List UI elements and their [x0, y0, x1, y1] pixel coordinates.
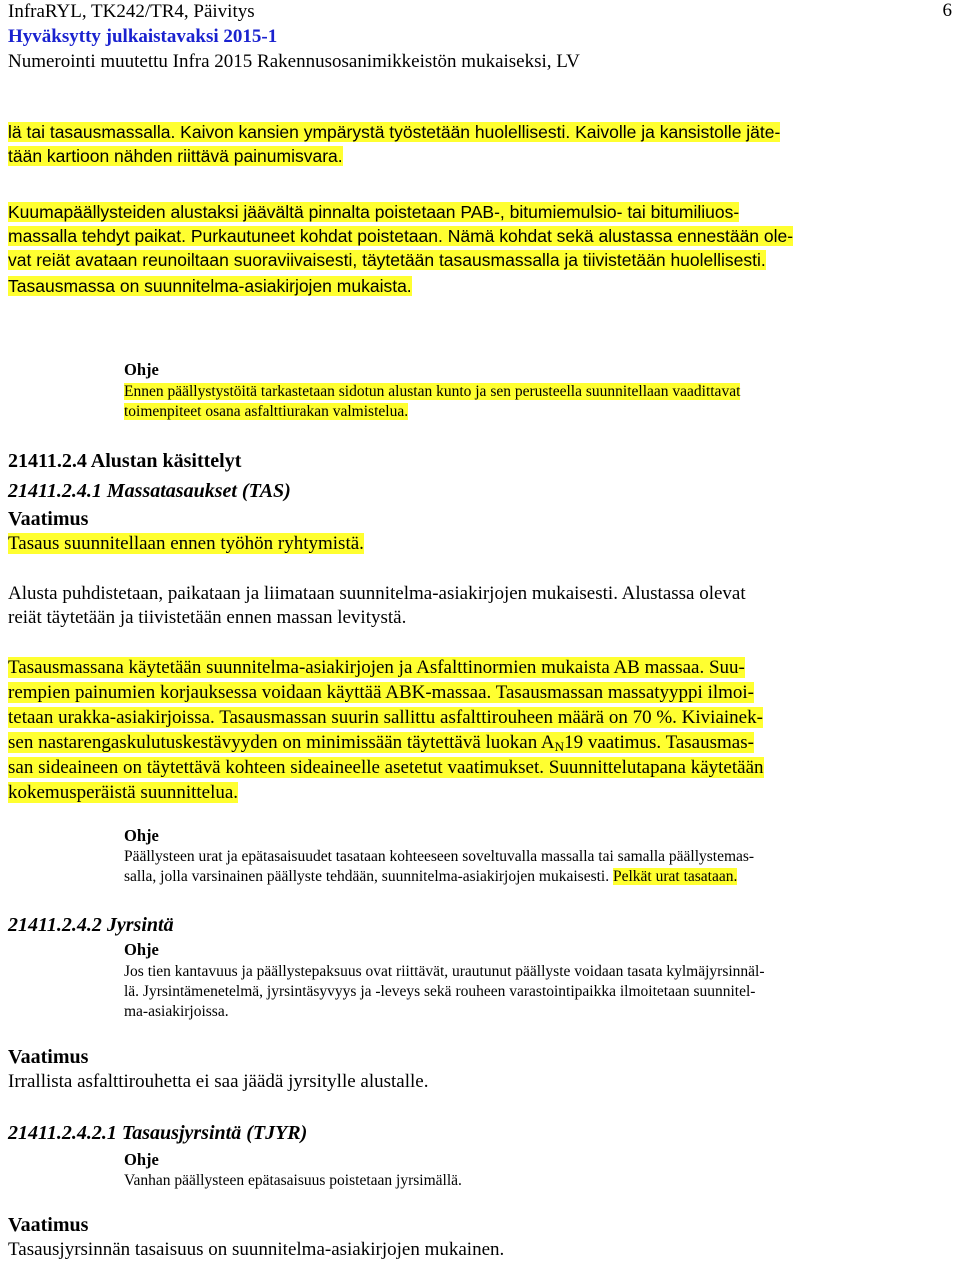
ohje-3-line-2: lä. Jyrsintämenetelmä, jyrsintäsyvyys ja -leveys sekä rouheen varastointipaikka ilmoitetaan suunnitel-	[124, 983, 756, 1000]
ohje-2-line-1: Päällysteen urat ja epätasaisuudet tasataan kohteeseen soveltuvalla massalla tai samalla päällystemas-	[124, 848, 755, 865]
vaatimus-3-text: Tasausjyrsinnän tasaisuus on suunnitelma-asiakirjojen mukainen.	[8, 1239, 505, 1260]
intro-paragraph-line2	[8, 144, 343, 168]
ohje-3-line-1: Jos tien kantavuus ja päällystepaksuus ovat riittävät, urautunut päällyste voidaan tasata kylmäjyrsinnäl-	[124, 963, 765, 980]
tasausmassana-line-5: san sideaineen on täytettävä kohteen sideaineelle asetetut vaatimukset. Suunnittelutapana käytetään	[8, 757, 764, 778]
tasausmassana-paragraph-line4	[8, 731, 754, 759]
tasausmassana-line-6: kokemusperäistä suunnittelua.	[8, 782, 239, 803]
kuuma-paragraph	[8, 200, 739, 224]
vaatimus-2-text: Irrallista asfalttirouhetta ei saa jäädä jyrsitylle alustalle.	[8, 1071, 429, 1092]
tasausmassana-line-4-pre: sen nastarengaskulutuskestävyyden on minimissään täytettävä luokan A	[8, 732, 555, 753]
ohje-1-line-1: Ennen päällystystöitä tarkastetaan sidotun alustan kunto ja sen perusteella suunnitellaan vaadittavat	[124, 383, 741, 400]
tasausmassana-paragraph-line5	[8, 756, 764, 780]
kuuma-line-1: Kuumapäällysteiden alustaksi jäävältä pinnalta poistetaan PAB-, bitumiemulsio- tai bitumiliuos-	[8, 202, 740, 222]
kuuma-paragraph-line4	[8, 274, 412, 298]
vaatimus-1-highlight: Tasaus suunnitellaan ennen työhön ryhtymistä.	[8, 533, 364, 554]
intro-line-2: tään kartioon nähden riittävä painumisvara.	[8, 146, 343, 166]
tasausmassana-paragraph-line2	[8, 681, 754, 705]
tasausmassana-line-4-post: 19 vaatimus. Tasausmas-	[564, 732, 754, 753]
ohje-1-line-2: toimenpiteet osana asfalttiurakan valmistelua.	[124, 403, 409, 420]
ohje-1-text	[124, 382, 740, 402]
ohje-1-text-line2	[124, 402, 408, 422]
kuuma-line-4: Tasausmassa on suunnitelma-asiakirjojen mukaista.	[8, 276, 412, 296]
ohje-label-3: Ohje	[124, 940, 159, 959]
tasausmassana-paragraph-line6	[8, 781, 238, 805]
section-heading-2141124: 21411.2.4 Alustan käsittelyt	[8, 450, 242, 472]
intro-paragraph	[8, 120, 780, 144]
intro-line-1: lä tai tasausmassalla. Kaivon kansien ympärystä työstetään huolellisesti. Kaivolle ja kansistolle jäte-	[8, 122, 781, 142]
section-heading-21411241: 21411.2.4.1 Massatasaukset (TAS)	[8, 480, 291, 502]
vaatimus-1-text	[8, 532, 364, 556]
alusta-line-1: Alusta puhdistetaan, paikataan ja liimataan suunnitelma-asiakirjojen mukaisesti. Alustassa olevat	[8, 583, 746, 604]
ohje-label-2: Ohje	[124, 826, 159, 845]
ohje-label-4: Ohje	[124, 1150, 159, 1169]
aggregate-class-subscript: N	[554, 739, 565, 754]
tasausmassana-paragraph-line3	[8, 706, 763, 730]
kuuma-line-3: vat reiät avataan reunoiltaan suoraviivaisesti, täytetään tasausmassalla ja tiivistetään huolellisesti.	[8, 250, 766, 270]
tasausmassana-line-1: Tasausmassana käytetään suunnitelma-asiakirjojen ja Asfalttinormien mukaista AB massaa. Suu-	[8, 657, 745, 678]
vaatimus-label-2: Vaatimus	[8, 1046, 89, 1068]
ohje-2-line-2-highlight: Pelkät urat tasataan.	[612, 868, 738, 885]
ohje-label-1: Ohje	[124, 360, 159, 379]
ohje-4-line-1: Vanhan päällysteen epätasaisuus poistetaan jyrsimällä.	[124, 1172, 462, 1189]
section-heading-214112421: 21411.2.4.2.1 Tasausjyrsintä (TJYR)	[8, 1122, 308, 1144]
ohje-2-line-2	[124, 867, 737, 887]
kuuma-paragraph-line3	[8, 248, 766, 272]
alusta-line-2: reiät täytetään ja tiivistetään ennen massan levitystä.	[8, 607, 407, 628]
tasausmassana-paragraph	[8, 656, 745, 680]
document-header-numbering-note: Numerointi muutettu Infra 2015 Rakennusosanimikkeistön mukaiseksi, LV	[8, 51, 580, 72]
ohje-2-line-2-plain: salla, jolla varsinainen päällyste tehdään, suunnitelma-asiakirjojen mukaisesti.	[124, 868, 610, 885]
page-number: 6	[942, 0, 952, 21]
tasausmassana-line-4	[8, 732, 754, 753]
vaatimus-label-3: Vaatimus	[8, 1214, 89, 1236]
document-header-approval: Hyväksytty julkaistavaksi 2015-1	[8, 26, 278, 47]
vaatimus-label-1: Vaatimus	[8, 508, 89, 530]
tasausmassana-line-3: tetaan urakka-asiakirjoissa. Tasausmassan suurin sallittu asfalttirouheen määrä on 70 %. Kiviainek-	[8, 707, 763, 728]
ohje-3-line-3: ma-asiakirjoissa.	[124, 1003, 229, 1020]
section-heading-21411242: 21411.2.4.2 Jyrsintä	[8, 914, 174, 936]
kuuma-line-2: massalla tehdyt paikat. Purkautuneet kohdat poistetaan. Nämä kohdat sekä alustassa ennestään ole-	[8, 226, 794, 246]
kuuma-paragraph-line2	[8, 224, 793, 248]
document-header-title: InfraRYL, TK242/TR4, Päivitys	[8, 1, 255, 22]
tasausmassana-line-2: rempien painumien korjauksessa voidaan käyttää ABK-massaa. Tasausmassan massatyyppi ilmoi-	[8, 682, 755, 703]
